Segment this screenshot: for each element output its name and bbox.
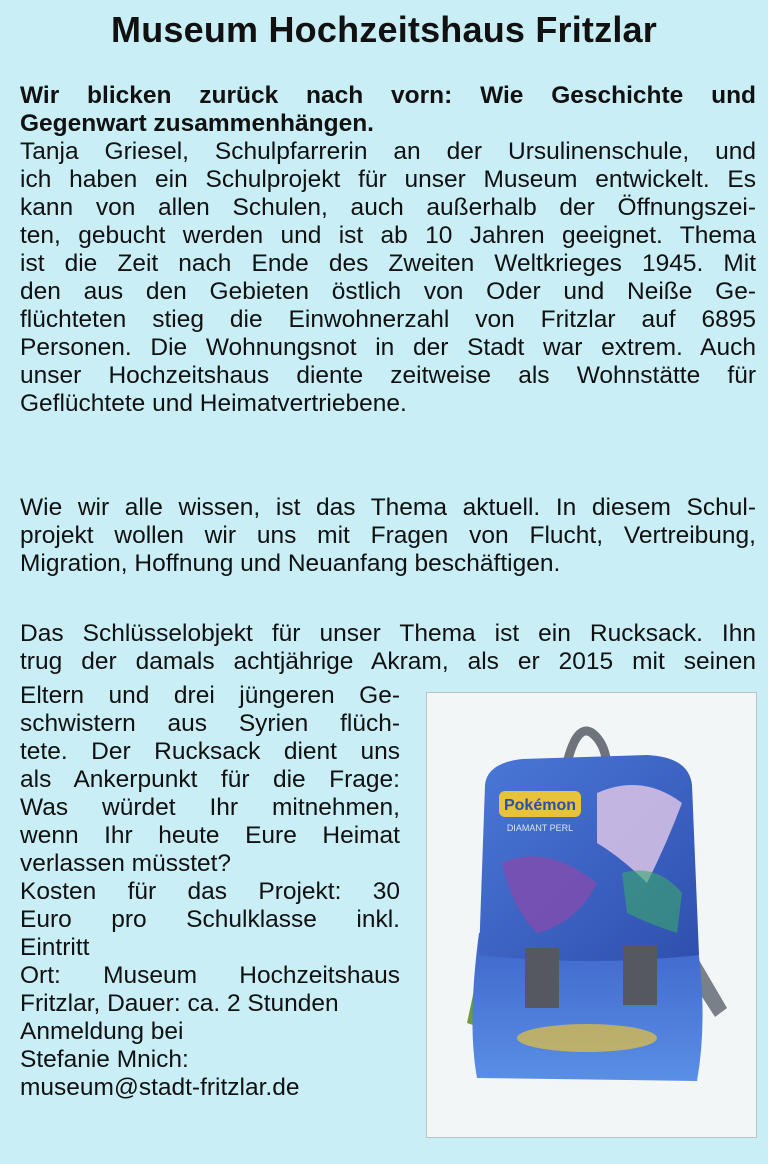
body-line: ten, gebucht werden und ist ab 10 Jahren geeignet. Thema (20, 222, 756, 249)
info-line: Kosten für das Projekt: 30 (20, 878, 400, 905)
body-line: als Ankerpunkt für die Frage: (20, 766, 400, 793)
body-line: wenn Ihr heute Eure Heimat (20, 822, 400, 849)
body-line: ist die Zeit nach Ende des Zweiten Weltkrieges 1945. Mit (20, 250, 756, 277)
sublogo-text: DIAMANT PERL (506, 823, 574, 833)
backpack-illustration (427, 693, 756, 1137)
pocket-art (517, 1024, 657, 1052)
contact-email: museum@stadt-fritzlar.de (20, 1074, 300, 1101)
info-line: Euro pro Schulklasse inkl. (20, 906, 400, 933)
body-line: Migration, Hoffnung und Neuanfang beschäftigen. (20, 550, 561, 577)
body-line: kann von allen Schulen, auch außerhalb der Öffnungszei- (20, 194, 756, 221)
body-line: Tanja Griesel, Schulpfarrerin an der Ursulinenschule, und (20, 138, 756, 165)
headline-line: Gegenwart zusammenhängen. (20, 110, 374, 137)
body-line: den aus den Gebieten östlich von Oder und Neiße Ge- (20, 278, 756, 305)
paragraph-3-narrow (20, 682, 400, 1102)
backpack-photo (426, 692, 757, 1138)
buckle-right (623, 945, 657, 1005)
body-line: Geflüchtete und Heimatvertriebene. (20, 390, 407, 417)
body-line: Wie wir alle wissen, ist das Thema aktuell. In diesem Schul- (20, 494, 756, 521)
body-line: verlassen müsstet? (20, 850, 232, 877)
body-line: Eltern und drei jüngeren Ge- (20, 682, 400, 709)
body-line: Personen. Die Wohnungsnot in der Stadt war extrem. Auch (20, 334, 756, 361)
paragraph-3 (20, 620, 756, 676)
page-title: Museum Hochzeitshaus Fritzlar (111, 9, 657, 50)
body-line: unser Hochzeitshaus diente zeitweise als Wohnstätte für (20, 362, 756, 389)
intro-section (20, 82, 756, 418)
headline-line: Wir blicken zurück nach vorn: Wie Geschichte und (20, 82, 756, 109)
body-line: Das Schlüsselobjekt für unser Thema ist ein Rucksack. Ihn (20, 620, 756, 647)
bag-flap (479, 755, 699, 961)
info-line: Stefanie Mnich: (20, 1046, 189, 1073)
buckle-left (525, 948, 559, 1008)
logo-text: Pokémon (503, 797, 577, 814)
body-line: Was würdet Ihr mitnehmen, (20, 794, 400, 821)
body-line: projekt wollen wir uns mit Fragen von Flucht, Vertreibung, (20, 522, 756, 549)
body-line: tete. Der Rucksack dient uns (20, 738, 400, 765)
info-line: Ort: Museum Hochzeitshaus (20, 962, 400, 989)
body-line: schwistern aus Syrien flüch- (20, 710, 400, 737)
body-line: flüchteten stieg die Einwohnerzahl von Fritzlar auf 6895 (20, 306, 756, 333)
info-line: Eintritt (20, 934, 90, 961)
body-line: ich haben ein Schulprojekt für unser Museum entwickelt. Es (20, 166, 756, 193)
paragraph-2 (20, 494, 756, 578)
info-line: Fritzlar, Dauer: ca. 2 Stunden (20, 990, 339, 1017)
info-line: Anmeldung bei (20, 1018, 184, 1045)
body-line: trug der damals achtjährige Akram, als er 2015 mit seinen (20, 648, 756, 675)
